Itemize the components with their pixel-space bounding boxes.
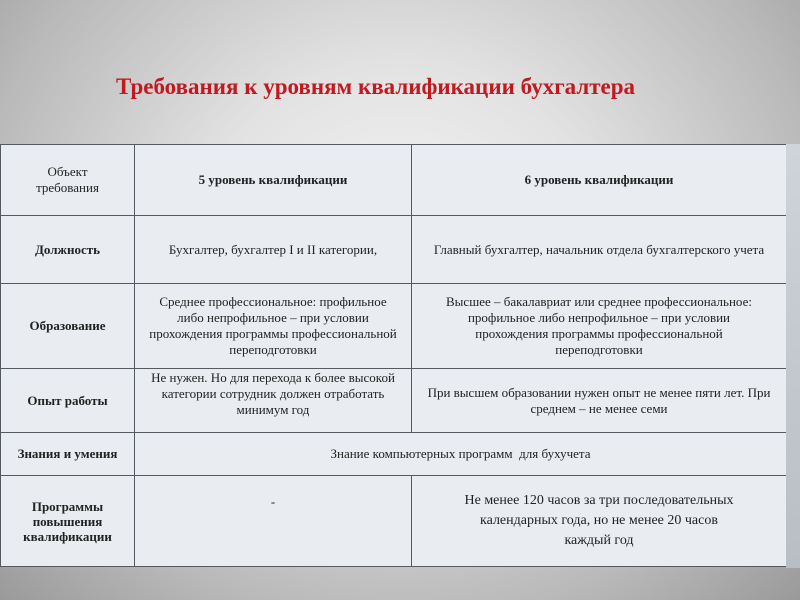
cell-training-level6: Не менее 120 часов за три последовательных календарных года, но не менее 20 часов каждый год (412, 476, 787, 567)
cell-skills-merged: Знание компьютерных программ для бухучета (135, 433, 787, 476)
cell-position-level6: Главный бухгалтер, начальник отдела бухгалтерского учета (412, 216, 787, 284)
qualification-table (0, 144, 787, 567)
cell-education-level5: Среднее профессиональное: профильное либо непрофильное – при условии прохождения программы профессиональной переподготовки (135, 284, 412, 369)
header-object: Объект требования (1, 145, 135, 216)
table-row (1, 433, 787, 476)
cell-experience-level6: При высшем образовании нужен опыт не менее пяти лет. При среднем – не менее семи (412, 369, 787, 433)
cell-education-level6: Высшее – бакалавриат или среднее профессиональное: профильное либо непрофильное – при условии прохождения программы профессиональной переподготовки (412, 284, 787, 369)
cell-position-level5: Бухгалтер, бухгалтер I и II категории, (135, 216, 412, 284)
table-row (1, 216, 787, 284)
cell-experience-level5: Не нужен. Но для перехода к более высокой категории сотрудник должен отработать минимум год (135, 369, 412, 433)
header-level-5: 5 уровень квалификации (135, 145, 412, 216)
table-row (1, 476, 787, 567)
table-header-row (1, 145, 787, 216)
cell-training-level5: - (135, 476, 412, 567)
row-label-experience: Опыт работы (1, 369, 135, 433)
row-label-training: Программы повышения квалификации (1, 476, 135, 567)
row-label-education: Образование (1, 284, 135, 369)
right-edge-strip (786, 144, 800, 568)
row-label-position: Должность (1, 216, 135, 284)
header-level-6: 6 уровень квалификации (412, 145, 787, 216)
table-row (1, 284, 787, 369)
row-label-skills: Знания и умения (1, 433, 135, 476)
table-row (1, 369, 787, 433)
page-title: Требования к уровням квалификации бухгалтера (116, 74, 636, 99)
